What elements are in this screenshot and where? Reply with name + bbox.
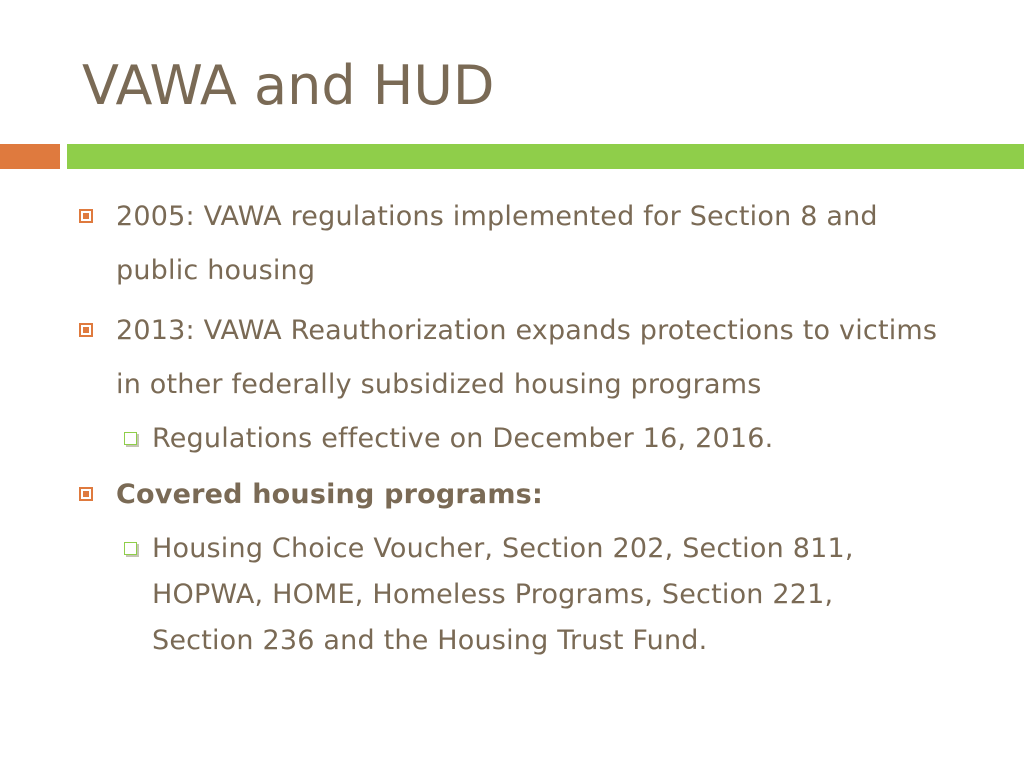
bullet-text: 2013: VAWA Reauthorization expands protections to victims in other federally subsidized housing programs [116, 315, 938, 400]
checkbox-bullet-icon [124, 542, 137, 555]
accent-bar-orange [0, 144, 60, 169]
sub-bullet-item [0, 526, 924, 664]
bullet-list [0, 190, 1024, 664]
bullet-item [0, 468, 946, 664]
accent-bar-green [67, 144, 1024, 169]
square-bullet-icon [79, 209, 93, 223]
bullet-text: 2005: VAWA regulations implemented for Section 8 and public housing [116, 201, 878, 286]
slide-title: VAWA and HUD [82, 54, 495, 117]
checkbox-bullet-icon [124, 432, 137, 445]
sub-bullet-list [0, 526, 946, 664]
sub-bullet-text: Regulations effective on December 16, 2016. [152, 423, 774, 454]
square-bullet-icon [79, 323, 93, 337]
bullet-text: Covered housing programs: [116, 479, 543, 510]
sub-bullet-text: Housing Choice Voucher, Section 202, Section 811, HOPWA, HOME, Homeless Programs, Section 221, Section 236 and the Housing Trust Fund. [152, 533, 854, 656]
square-bullet-icon [79, 487, 93, 501]
sub-bullet-item [0, 416, 924, 462]
sub-bullet-list [0, 416, 946, 462]
bullet-item [0, 190, 946, 298]
bullet-item [0, 304, 946, 462]
